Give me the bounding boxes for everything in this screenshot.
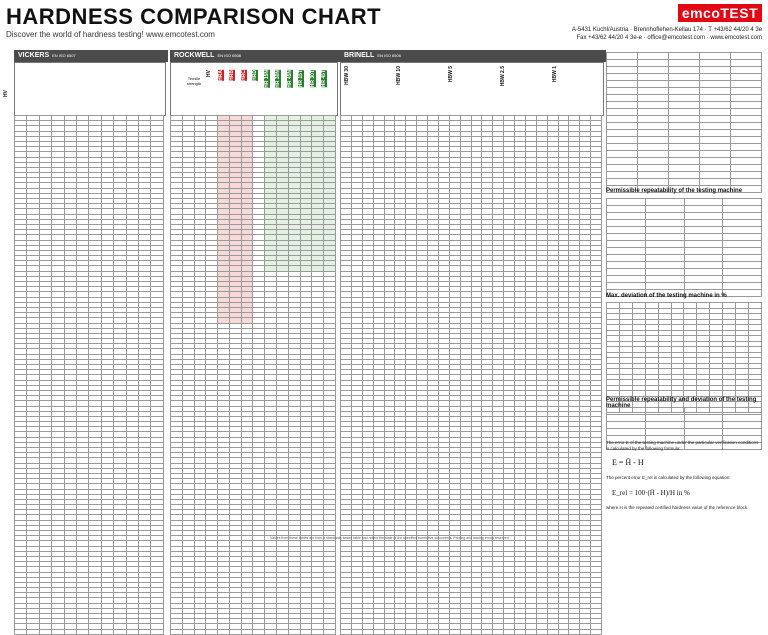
table-cell: [126, 629, 138, 634]
rockwell-band: [170, 50, 340, 62]
brinell-norm: EN ISO 6506: [377, 53, 401, 58]
rockwell-table: [170, 115, 336, 635]
brinell-col-label: HBW 2.5: [500, 66, 506, 87]
table-cell: [89, 629, 101, 634]
rockwell-col-label: HR 30T: [309, 70, 316, 88]
brinell-col-label: HBW 30: [344, 66, 350, 85]
table-cell: [206, 629, 218, 634]
vickers-band: [14, 50, 168, 62]
vickers-title: VICKERS: [18, 52, 50, 59]
table-cell: [101, 629, 113, 634]
table-cell: [15, 629, 27, 634]
table-cell: [265, 629, 277, 634]
table-cell: [39, 629, 51, 634]
rockwell-col-label: HRD: [252, 70, 258, 81]
table-cell: [139, 629, 151, 634]
table-cell: [77, 629, 89, 634]
table-cell: [312, 629, 324, 634]
table-cell: [253, 629, 265, 634]
rockwell-col-label: HR 45T: [321, 70, 327, 88]
rockwell-col-label: HR 15N: [263, 70, 270, 88]
vickers-table: [14, 115, 164, 635]
rockwell-norm: EN ISO 6508: [217, 53, 242, 58]
table-cell: [52, 629, 64, 634]
table-cell: [300, 629, 312, 634]
brinell-band: [340, 50, 606, 62]
table-cell: [277, 629, 289, 634]
table-cell: [218, 629, 230, 634]
rockwell-col-label: HRA: [217, 70, 224, 81]
address-block: [572, 26, 762, 42]
brinell-header: [340, 62, 604, 116]
address-line-2: Fax +43/62 44/20 4 3e-e · office@emcotest.com · www.emcotest.com: [576, 35, 762, 41]
brand-logo: emcoTEST: [678, 4, 762, 22]
brinell-title: BRINELL: [344, 52, 375, 59]
rockwell-col-label: HRB: [229, 70, 235, 81]
page-subtitle: Discover the world of hardness testing! www.emcotest.com: [6, 30, 215, 39]
vickers-header: [14, 62, 166, 116]
vickers-norm: EN ISO 6507: [52, 53, 76, 58]
address-line-1: A-5431 Kuchl/Austria · Brennhoflehen-Kellau 174 · T +43/62 44/20 4 3e: [571, 27, 762, 33]
table-cell: [114, 629, 126, 634]
rockwell-col-label: HR 30N: [275, 70, 281, 88]
table-cell: [229, 629, 241, 634]
hv-label: HV: [3, 90, 9, 97]
table-cell: [182, 629, 194, 634]
rockwell-col-label: HR 15T: [298, 70, 304, 88]
table-row: [15, 629, 164, 634]
rockwell-col-label: HV: [206, 70, 212, 77]
brinell-col-label: HBW 5: [448, 66, 454, 83]
table-cell: [151, 629, 164, 634]
page-title: HARDNESS COMPARISON CHART: [6, 4, 382, 29]
rockwell-title: ROCKWELL: [174, 52, 215, 59]
brinell-col-label: HBW 1: [552, 66, 558, 83]
table-row: [171, 629, 336, 634]
table-cell: [241, 629, 253, 634]
brinell-col-label: HBW 10: [396, 66, 402, 85]
table-cell: [194, 629, 206, 634]
table-cell: [171, 629, 183, 634]
table-cell: [64, 629, 76, 634]
table-cell: [27, 629, 39, 634]
tensile-label: Tensile strength: [186, 76, 202, 86]
rockwell-col-label: HR 45N: [286, 70, 293, 88]
table-cell: [288, 629, 300, 634]
brinell-table: [340, 115, 602, 635]
table-cell: [324, 629, 336, 634]
rockwell-col-label: HRC: [240, 70, 247, 81]
